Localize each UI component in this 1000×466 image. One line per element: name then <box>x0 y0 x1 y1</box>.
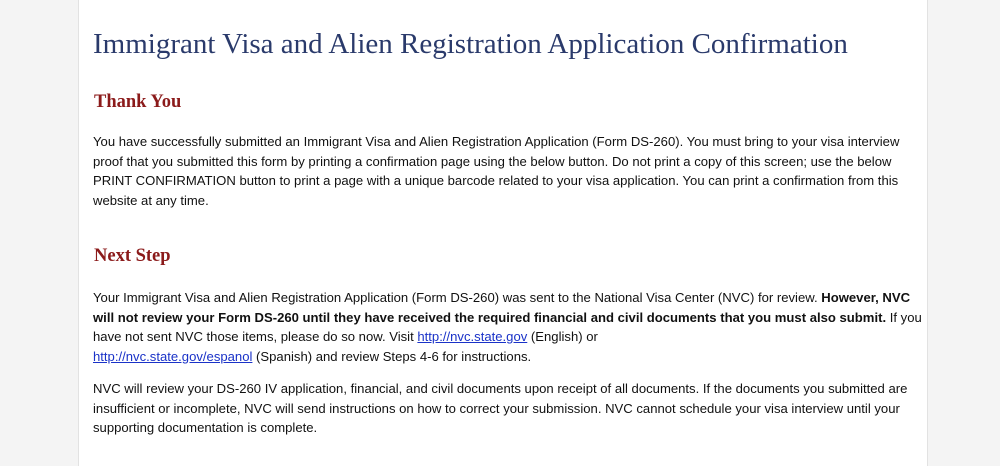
nvc-review-paragraph: NVC will review your DS-260 IV application, financial, and civil documents upon receipt of all documents. If the documents you submitted are insufficient or incomplete, NVC will send instructions on how to correct your submission. NVC cannot schedule your visa interview until your supporting documentation is complete. <box>93 381 908 435</box>
thank-you-paragraph: You have successfully submitted an Immigrant Visa and Alien Registration Application (Form DS-260). You must bring to your visa interview proof that you submitted this form by printing a confirmation page using the below button. Do not print a copy of this screen; use the below PRINT CONFIRMATION button to print a page with a unique barcode related to your visa application. You can print a confirmation from this website at any time. <box>93 134 900 208</box>
confirmation-page <box>78 0 928 466</box>
next-step-visit-text: If you have not sent NVC those items, please do so now. Visit <box>93 309 922 344</box>
page-title: Immigrant Visa and Alien Registration Application Confirmation <box>93 28 848 60</box>
next-step-intro-text: Your Immigrant Visa and Alien Registration Application (Form DS-260) was sent to the National Visa Center (NVC) for review. <box>93 290 822 305</box>
next-step-paragraph <box>93 288 923 366</box>
english-suffix-text: (English) or <box>527 329 598 344</box>
next-step-heading: Next Step <box>94 246 171 266</box>
thank-you-heading: Thank You <box>94 92 182 112</box>
next-step-warning-text: However, NVC will not review your Form DS-260 until they have received the required financial and civil documents that you must also submit. <box>93 290 911 325</box>
spanish-suffix-text: (Spanish) and review Steps 4-6 for instructions. <box>252 348 532 364</box>
nvc-spanish-link[interactable]: http://nvc.state.gov/espanol <box>93 348 253 364</box>
nvc-english-link[interactable]: http://nvc.state.gov <box>417 329 528 344</box>
